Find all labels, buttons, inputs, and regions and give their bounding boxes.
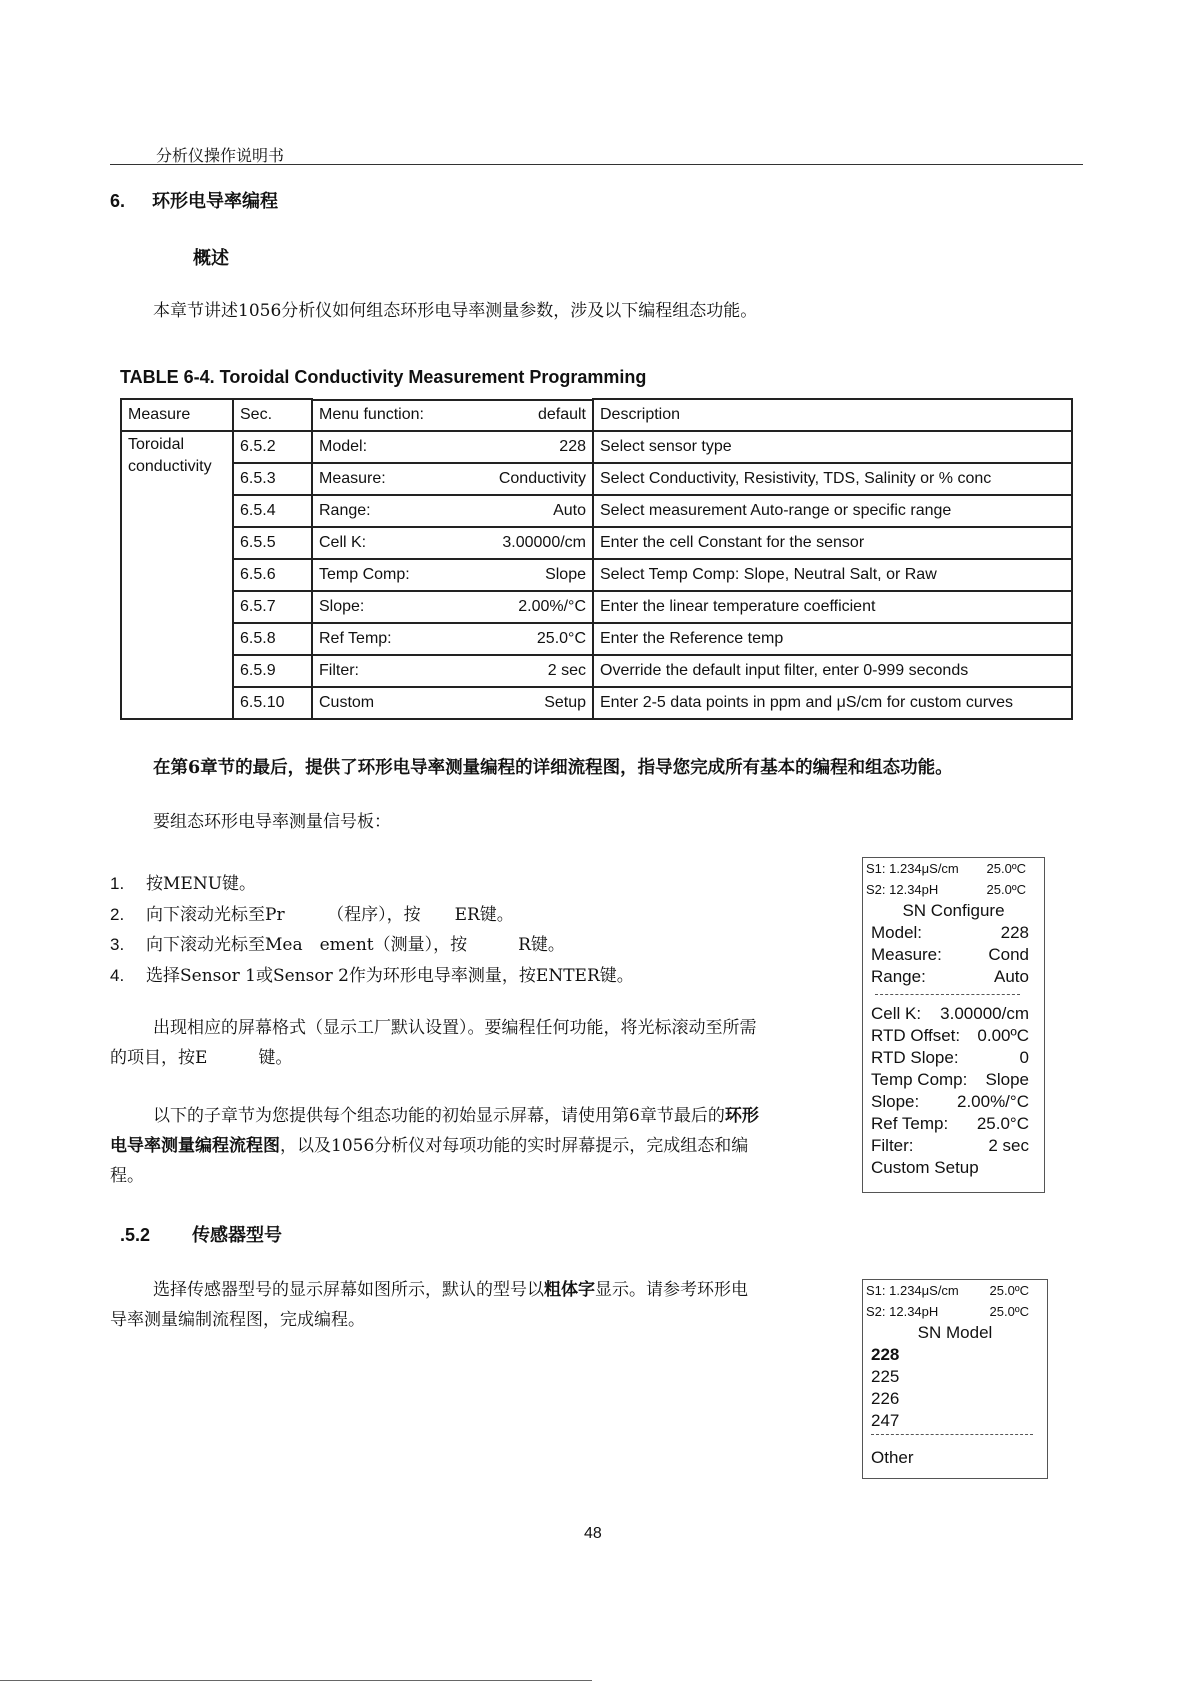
menu-cell: [312, 463, 593, 495]
screen-label: RTD Offset:: [871, 1026, 961, 1045]
screen-label: Temp Comp:: [871, 1070, 968, 1089]
menu-cell: [312, 591, 593, 623]
description-cell: Enter the Reference temp: [593, 623, 1072, 655]
sec-cell: 6.5.2: [233, 431, 312, 463]
menu-cell: [312, 687, 593, 719]
footer-rule: [0, 1680, 592, 1681]
menu-function: Slope:: [319, 598, 365, 615]
subsection-heading: [120, 1221, 282, 1247]
screen-title: SN Configure: [902, 901, 1005, 920]
screen-value: 0: [1019, 1048, 1029, 1067]
sec-cell: 6.5.6: [233, 559, 312, 591]
table-row: [121, 527, 1072, 559]
description-cell: Select Conductivity, Resistivity, TDS, Salinity or % conc: [593, 463, 1072, 495]
menu-function: Ref Temp:: [319, 630, 392, 647]
screen-label: Slope:: [871, 1092, 920, 1111]
section-heading: [110, 187, 278, 213]
default-value: 228: [559, 438, 586, 455]
screen-row: [863, 1003, 1044, 1025]
description-cell: Select measurement Auto-range or specific range: [593, 495, 1072, 527]
table-row: [121, 687, 1072, 719]
screen-row: [863, 944, 1044, 966]
paragraph-subsections: 以下的子章节为您提供每个组态功能的初始显示屏幕，请使用第6章节最后的环形 电导率测量编程流程图，以及1056分析仪对每项功能的实时屏幕提示，完成组态和编 程。: [110, 1106, 759, 1186]
screen-row: [863, 1157, 1044, 1179]
paragraph-sensor-model: 选择传感器型号的显示屏幕如图所示，默认的型号以粗体字显示。请参考环形电 导率测量编制流程图，完成编程。: [110, 1280, 748, 1330]
default-value: Setup: [544, 694, 586, 711]
screen-value: 2 sec: [988, 1136, 1029, 1155]
header-sec: Sec.: [233, 399, 312, 431]
sec-cell: 6.5.3: [233, 463, 312, 495]
menu-cell: [312, 655, 593, 687]
screen-value: 228: [1000, 923, 1029, 942]
config-intro: 要组态环形电导率测量信号板：: [153, 812, 391, 832]
default-value: Conductivity: [498, 470, 586, 487]
screen-row: [863, 922, 1044, 944]
screen-value: 25.0°C: [976, 1114, 1029, 1133]
screen-row: [863, 1091, 1044, 1113]
screen-title: SN Model: [917, 1323, 993, 1342]
header-menu: [313, 399, 592, 429]
screen-label: Model:: [871, 923, 923, 942]
screen-label: Custom Setup: [871, 1158, 979, 1177]
subsection-number: .5.2: [120, 1225, 151, 1245]
configure-screen: S1: 1.234μS/cm 25.0ºC S2: 12.34pH 25.0ºC SN Configure Model: 228 Measure: Cond Range: Auto Cell K: 3.00000/cm RTD Offset: 0.00ºC RTD Slope: 0 Temp Comp: Slope Slope: 2.00%/°C Ref Temp: 25.0°C Filter: 2 sec Custom Setup: [862, 857, 1045, 1193]
model-option-selected: 228: [871, 1345, 900, 1364]
section-number: 6.: [110, 191, 126, 211]
default-value: 3.00000/cm: [502, 534, 586, 551]
model-option: 226: [871, 1389, 900, 1408]
measure-cell: Toroidal conductivity: [121, 431, 233, 719]
header-description: Description: [593, 399, 1072, 431]
menu-function: Custom: [319, 694, 375, 711]
screen-value: Auto: [994, 967, 1029, 986]
list-item: 3. 向下滚动光标至Mea ement（测量），按 R键。: [110, 935, 565, 955]
menu-function: Temp Comp:: [319, 566, 410, 583]
subsection-title: 传感器型号: [192, 1225, 282, 1246]
screen-row: [863, 1069, 1044, 1091]
screen-row: [863, 1025, 1044, 1047]
screen-label: Range:: [871, 967, 926, 986]
table-row: [121, 431, 1072, 463]
sec-cell: 6.5.5: [233, 527, 312, 559]
screen-row: [863, 1047, 1044, 1069]
programming-table: [120, 398, 1073, 720]
screen-value: Cond: [988, 945, 1029, 964]
table-row: [121, 655, 1072, 687]
screen-value: 0.00ºC: [977, 1026, 1029, 1045]
menu-function: Filter:: [319, 662, 359, 679]
menu-cell: [312, 431, 593, 463]
table-header-row: [121, 399, 1072, 431]
description-cell: Select sensor type: [593, 431, 1072, 463]
screen-label: Filter:: [871, 1136, 914, 1155]
menu-cell: [312, 527, 593, 559]
table-row: [121, 623, 1072, 655]
section-title: 环形电导率编程: [152, 191, 278, 212]
flowchart-note: 在第6章节的最后，提供了环形电导率测量编程的详细流程图，指导您完成所有基本的编程和组态功能。: [153, 758, 953, 778]
table-row: [121, 463, 1072, 495]
screen-separator: [875, 994, 1020, 995]
document-header: 分析仪操作说明书: [156, 146, 285, 165]
header-default: default: [537, 406, 586, 423]
model-option-other: Other: [871, 1448, 914, 1467]
default-value: 2.00%/°C: [518, 598, 586, 615]
description-cell: Enter 2-5 data points in ppm and μS/cm for custom curves: [593, 687, 1072, 719]
menu-function: Model:: [319, 438, 368, 455]
screen-value: Slope: [985, 1070, 1029, 1089]
screen-label: Cell K:: [871, 1004, 922, 1023]
model-option: 225: [871, 1367, 900, 1386]
menu-cell: [312, 559, 593, 591]
list-item: 4. 选择Sensor 1或Sensor 2作为环形电导率测量，按ENTER键。: [110, 965, 634, 986]
screen-separator: [871, 1434, 1033, 1435]
screen-row: [863, 1135, 1044, 1157]
list-item: 1. 按MENU键。: [110, 874, 257, 894]
menu-cell: [312, 495, 593, 527]
description-cell: Select Temp Comp: Slope, Neutral Salt, or Raw: [593, 559, 1072, 591]
default-value: 25.0°C: [536, 630, 586, 647]
screen-label: Measure:: [871, 945, 942, 964]
screen-row: [863, 1113, 1044, 1135]
default-value: Auto: [553, 502, 586, 519]
model-option: 247: [871, 1411, 900, 1430]
screen-value: 2.00%/°C: [956, 1092, 1029, 1111]
sec-cell: 6.5.10: [233, 687, 312, 719]
model-screen: S1: 1.234μS/cm 25.0ºC S2: 12.34pH 25.0ºC SN Model 228 225 226 247 Other: [862, 1279, 1048, 1479]
overview-heading: 概述: [193, 248, 229, 269]
menu-function: Cell K:: [319, 534, 367, 551]
sec-cell: 6.5.7: [233, 591, 312, 623]
default-value: 2 sec: [547, 662, 586, 679]
table-row: [121, 591, 1072, 623]
menu-function: Range:: [319, 502, 371, 519]
list-item: 2. 向下滚动光标至Pr （程序），按 ER键。: [110, 904, 514, 925]
description-cell: Override the default input filter, enter 0-999 seconds: [593, 655, 1072, 687]
default-value: Slope: [545, 566, 586, 583]
header-menu-function: Menu function:: [319, 406, 424, 423]
sec-cell: 6.5.4: [233, 495, 312, 527]
screen-label: RTD Slope:: [871, 1048, 959, 1067]
screen-label: Ref Temp:: [871, 1114, 949, 1133]
overview-intro: 本章节讲述1056分析仪如何组态环形电导率测量参数，涉及以下编程组态功能。: [153, 301, 758, 321]
header-rule: [110, 164, 1083, 165]
table-row: [121, 559, 1072, 591]
menu-cell: [312, 623, 593, 655]
description-cell: Enter the cell Constant for the sensor: [593, 527, 1072, 559]
steps-list: [110, 869, 634, 991]
sec-cell: 6.5.8: [233, 623, 312, 655]
description-cell: Enter the linear temperature coefficient: [593, 591, 1072, 623]
page-number: 48: [584, 1525, 602, 1542]
menu-function: Measure:: [319, 470, 386, 487]
sec-cell: 6.5.9: [233, 655, 312, 687]
header-measure: Measure: [121, 399, 233, 431]
paragraph-screen-format: 出现相应的屏幕格式（显示工厂默认设置）。要编程任何功能，将光标滚动至所需 的项目，按E 键。: [110, 1018, 757, 1068]
screen-value: 3.00000/cm: [940, 1004, 1029, 1023]
screen-row: [863, 966, 1044, 988]
table-row: [121, 495, 1072, 527]
table-title: TABLE 6-4. Toroidal Conductivity Measurement Programming: [120, 367, 647, 387]
